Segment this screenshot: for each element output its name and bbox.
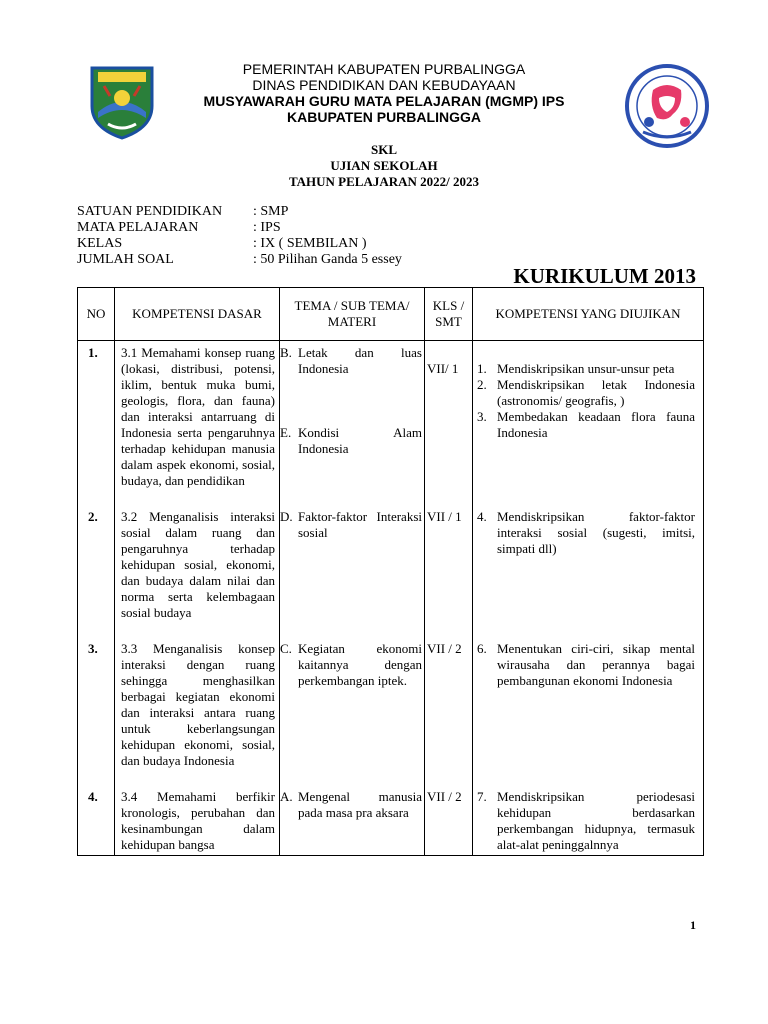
title-tahun-pelajaran: TAHUN PELAJARAN 2022/ 2023: [288, 174, 480, 189]
info-value: : SMP: [253, 204, 289, 219]
kompetensi-item: [477, 377, 695, 409]
header-line-3: MUSYAWARAH GURU MATA PELAJARAN (MGMP) IPS: [203, 93, 565, 109]
info-label: SATUAN PENDIDIKAN: [77, 204, 223, 219]
header-tema: TEMA / SUB TEMA/ MATERI: [280, 288, 425, 341]
info-row: [77, 204, 402, 220]
row-number: 2.: [78, 505, 115, 637]
tema-letter: A.: [280, 789, 293, 804]
kompetensi-number: 7.: [477, 789, 487, 804]
tema-cell: [280, 341, 425, 506]
tema-letter: B.: [280, 345, 292, 360]
table-header-row: [78, 288, 704, 341]
kompetensi-text: Menentukan ciri-ciri, sikap mental wirausaha dan perannya bagai pembangunan ekonomi Indonesia: [497, 641, 695, 688]
tema-cell: [280, 637, 425, 785]
kompetensi-dasar-cell: 3.1 Memahami konsep ruang (lokasi, distribusi, potensi, iklim, bentuk muka bumi, geologis, flora, dan fauna) dan interaksi antarruang di Indonesia serta pengaruhnya terhadap kehidupan manusia dalam aspek ekonomi, sosial, budaya, dan pendidikan: [115, 341, 280, 506]
header-no: NO: [78, 288, 115, 341]
header-kls-smt: KLS / SMT: [425, 288, 473, 341]
kompetensi-dasar-cell: 3.4 Memahami berfikir kronologis, perubahan dan kesinambungan dalam kehidupan bangsa: [115, 785, 280, 856]
tema-text: Faktor-faktor Interaksi sosial: [298, 509, 422, 540]
kompetensi-item: [477, 509, 695, 557]
tema-item: [280, 641, 422, 689]
table-row: [78, 637, 704, 785]
kompetensi-text: Membedakan keadaan flora fauna Indonesia: [497, 409, 695, 440]
info-row: [77, 220, 402, 236]
mgmp-ips-logo-icon: [623, 62, 711, 150]
tema-letter: E.: [280, 425, 292, 440]
info-value: : IX ( SEMBILAN ): [253, 236, 367, 251]
tema-text: Kondisi Alam Indonesia: [298, 425, 422, 456]
kompetensi-text: Mendiskripsikan letak Indonesia (astronomis/ geografis, ): [497, 377, 695, 408]
kompetensi-cell: [473, 785, 704, 856]
kompetensi-number: 1.: [477, 361, 487, 376]
tema-letter: D.: [280, 509, 293, 524]
header-line-4: KABUPATEN PURBALINGGA: [287, 109, 481, 125]
info-label: MATA PELAJARAN: [77, 220, 199, 235]
tema-item: [280, 509, 422, 541]
skl-table: [77, 287, 704, 856]
tema-text: Mengenal manusia pada masa pra aksara: [298, 789, 422, 820]
kompetensi-text: Mendiskripsikan unsur-unsur peta: [497, 361, 675, 376]
row-number: 1.: [78, 341, 115, 506]
header-line-2: DINAS PENDIDIKAN DAN KEBUDAYAAN: [252, 77, 516, 93]
row-number: 4.: [78, 785, 115, 856]
title-ujian-sekolah: UJIAN SEKOLAH: [330, 158, 438, 173]
tema-item: [280, 345, 422, 377]
title-skl: SKL: [370, 142, 397, 157]
kompetensi-item: [477, 641, 695, 689]
kompetensi-number: 4.: [477, 509, 487, 524]
kompetensi-number: 3.: [477, 409, 487, 424]
tema-letter: C.: [280, 641, 292, 656]
info-value: : 50 Pilihan Ganda 5 essey: [253, 252, 402, 267]
kompetensi-cell: [473, 505, 704, 637]
tema-cell: [280, 505, 425, 637]
kompetensi-number: 6.: [477, 641, 487, 656]
kompetensi-cell: [473, 637, 704, 785]
info-label: JUMLAH SOAL: [77, 252, 174, 267]
header-kompetensi-dasar: KOMPETENSI DASAR: [115, 288, 280, 341]
tema-item: [280, 789, 422, 821]
kompetensi-text: Mendiskripsikan faktor-faktor interaksi sosial (sugesti, imitsi, simpati dll): [497, 509, 695, 556]
table-row: [78, 505, 704, 637]
row-number: 3.: [78, 637, 115, 785]
page-number: 1: [690, 918, 696, 932]
kls-smt-cell: VII / 2: [425, 785, 473, 856]
tema-item: [280, 425, 422, 457]
kls-smt-cell: VII / 2: [425, 637, 473, 785]
table-row: [78, 341, 704, 506]
kurikulum-heading: KURIKULUM 2013: [513, 264, 696, 288]
tema-text: Letak dan luas Indonesia: [298, 345, 422, 376]
table-row: [78, 785, 704, 856]
header-kompetensi-diujikan: KOMPETENSI YANG DIUJIKAN: [473, 288, 704, 341]
kompetensi-text: Mendiskripsikan periodesasi kehidupan berdasarkan perkembangan hidupnya, termasuk alat-alat peninggalnnya: [497, 789, 695, 852]
document-info: [77, 204, 402, 268]
kompetensi-number: 2.: [477, 377, 487, 392]
info-label: KELAS: [77, 236, 123, 251]
kompetensi-dasar-cell: 3.3 Menganalisis konsep interaksi dengan ruang sehingga menghasilkan berbagai kegiatan ekonomi dan interaksi antara ruang untuk keberlangsungan kehidupan ekonomi, sosial, dan budaya Indonesia: [115, 637, 280, 785]
info-value: : IPS: [253, 220, 281, 235]
kls-smt-cell: VII/ 1: [425, 341, 473, 506]
kompetensi-item: [477, 409, 695, 441]
kompetensi-item: [477, 361, 695, 377]
info-row: [77, 252, 402, 268]
tema-cell: [280, 785, 425, 856]
kompetensi-dasar-cell: 3.2 Menganalisis interaksi sosial dalam ruang dan pengaruhnya terhadap kehidupan sosial, ekonomi, dan budaya dalam nilai dan norma serta kelembagaan sosial budaya: [115, 505, 280, 637]
header-line-1: PEMERINTAH KABUPATEN PURBALINGGA: [242, 61, 526, 77]
kompetensi-cell: [473, 341, 704, 506]
letterhead: [0, 0, 768, 140]
kls-smt-cell: VII / 1: [425, 505, 473, 637]
kompetensi-item: [477, 789, 695, 853]
info-row: [77, 236, 402, 252]
tema-text: Kegiatan ekonomi kaitannya dengan perkembangan iptek.: [298, 641, 422, 688]
